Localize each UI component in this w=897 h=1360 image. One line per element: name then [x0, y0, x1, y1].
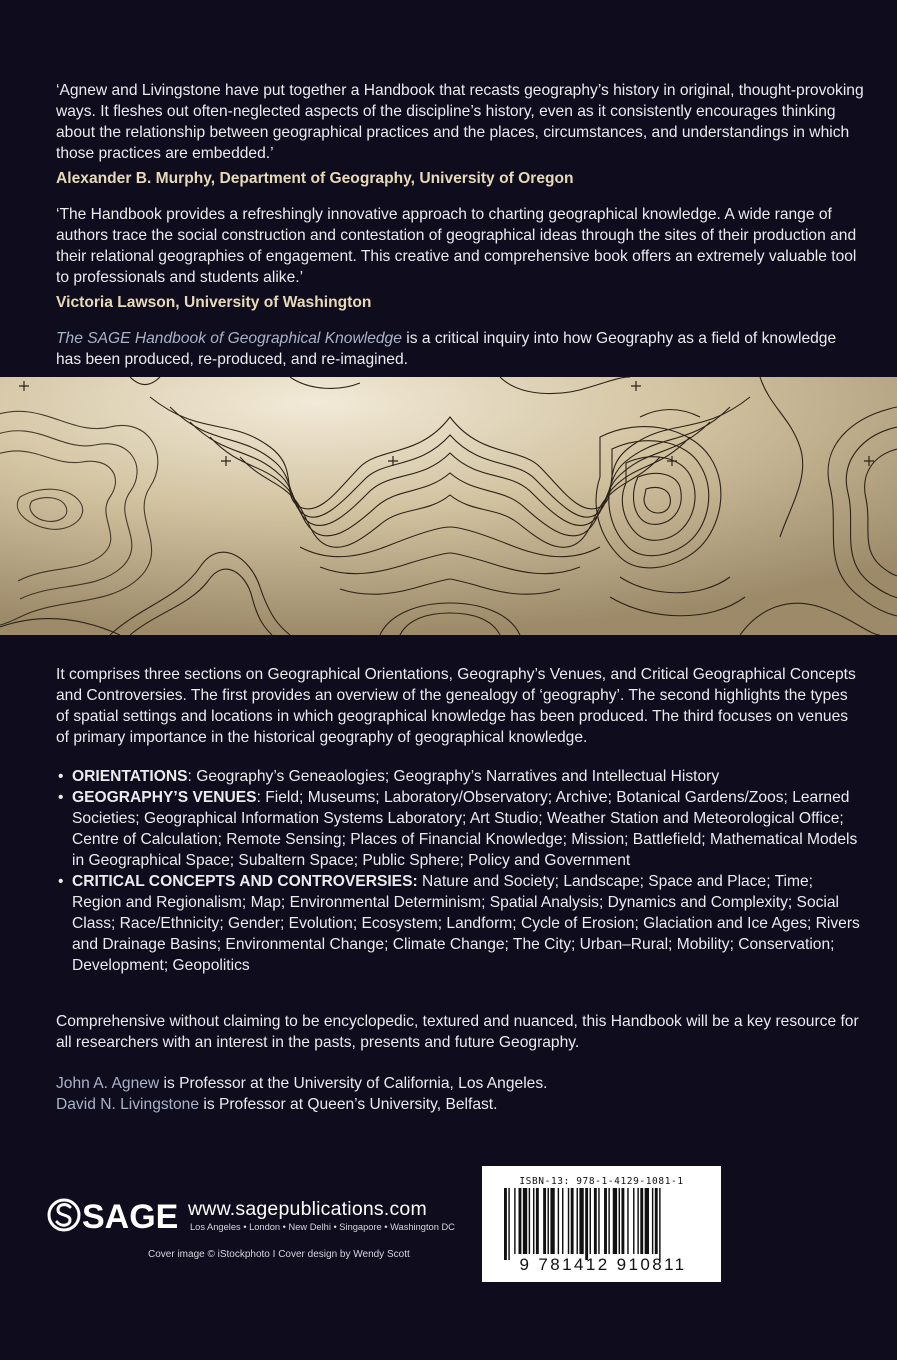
- author-bio: [56, 1094, 864, 1115]
- author-bio: [56, 1073, 864, 1094]
- barcode-bar: [627, 1188, 628, 1254]
- barcode-bar: [645, 1188, 649, 1254]
- barcode-bar: [577, 1188, 578, 1254]
- barcode-bar: [585, 1188, 588, 1260]
- barcode-bar: [652, 1188, 653, 1254]
- sections-overview: It comprises three sections on Geographical Orientations, Geography’s Venues, and Critical Geographical Concepts and Controversies. The first provides an overview of the genealogy of ‘geography’. The second highlights the types of spatial settings and locations in which geographical knowledge has been produced. The third focuses on venues of primary importance in the historical geography of geographical knowledge.: [56, 666, 856, 746]
- bullet-text: Nature and Society; Landscape; Space and Place; Time; Region and Regionalism; Map; Environmental Determinism; Spatial Analysis; Dynamics and Complexity; Social Class; Race/Ethnicity; Gender; Evolution; Ecosystem; Landform; Cycle of Erosion; Glaciation and Ice Ages; Rivers and Drainage Basins; Environmental Change; Climate Change; The City; Urban–Rural; Mobility; Conservation; Development; Geopolitics: [72, 873, 860, 974]
- barcode-bar: [619, 1188, 620, 1254]
- barcode-bar: [659, 1188, 660, 1260]
- barcode-bar: [543, 1188, 546, 1254]
- isbn-barcode: [482, 1166, 721, 1282]
- barcode-bar: [504, 1188, 507, 1260]
- barcode-bar: [548, 1188, 549, 1254]
- bullet-heading: GEOGRAPHY’S VENUES: [72, 789, 257, 806]
- barcode-bar: [594, 1188, 597, 1254]
- barcode-bar: [508, 1188, 509, 1260]
- bullet-heading: CRITICAL CONCEPTS AND CONTROVERSIES:: [72, 873, 418, 890]
- isbn-digits: 9 781412 910811: [519, 1255, 687, 1274]
- barcode-bar: [590, 1188, 591, 1254]
- barcode-bar: [608, 1188, 609, 1254]
- sage-logo-text: SAGE: [82, 1198, 179, 1236]
- bullet-text: Geography’s Geneaologies; Geography’s Narratives and Intellectual History: [196, 768, 720, 785]
- bullet-separator: :: [187, 768, 197, 785]
- contour-map-banner: [0, 377, 897, 635]
- barcode-bar: [637, 1188, 638, 1254]
- quote-attribution: Victoria Lawson, University of Washington: [56, 294, 372, 311]
- book-intro: [56, 328, 864, 370]
- author-text: is Professor at the University of California, Los Angeles.: [159, 1075, 548, 1092]
- barcode-bar: [533, 1188, 534, 1254]
- bullet-text: Field; Museums; Laboratory/Observatory; Archive; Botanical Gardens/Zoos; Learned Societies; Geographical Information Systems Laboratory; Art Studio; Weather Station and Meteorological Office; Centre of Calculation; Remote Sensing; Places of Financial Knowledge; Mission; Battlefield; Mathematical Models in Geographical Space; Subaltern Space; Public Sphere; Policy and Government: [72, 789, 858, 869]
- review-quote-2: [56, 204, 864, 313]
- author-bios: [56, 1073, 864, 1115]
- barcode-bar: [633, 1188, 634, 1254]
- quote-text: ‘Agnew and Livingstone have put together a Handbook that recasts geography’s history in original, thought-provoking ways. It fleshes out often-neglected aspects of the discipline’s history, even as it consistently encourages thinking about the relationship between geographical practices and the places, circumstances, and understandings in which those practices are embedded.’: [56, 82, 864, 162]
- barcode-bar: [523, 1188, 527, 1254]
- barcode-bar: [604, 1188, 607, 1254]
- intro-text: is a critical inquiry into how Geography as a field of knowledge has been produced, re-produced, and re-imagined.: [56, 330, 837, 368]
- barcode-bar: [536, 1188, 539, 1254]
- barcode-bar: [514, 1188, 515, 1254]
- bullet-heading: ORIENTATIONS: [72, 768, 188, 785]
- barcode-bar: [519, 1188, 522, 1254]
- sections-list: [56, 766, 864, 976]
- barcode-bar: [579, 1188, 583, 1254]
- barcode-bar: [562, 1188, 563, 1254]
- sage-logo: [46, 1192, 186, 1238]
- barcode-bar: [621, 1188, 624, 1254]
- isbn-label: ISBN-13: 978-1-4129-1081-1: [519, 1176, 684, 1187]
- publisher-url: www.sagepublications.com: [188, 1198, 427, 1220]
- bullet-orientations: [56, 766, 864, 787]
- publisher-cities: Los Angeles • London • New Delhi • Singapore • Washington DC: [190, 1222, 455, 1232]
- barcode-bar: [558, 1188, 559, 1254]
- barcode-bar: [613, 1188, 617, 1254]
- author-text: is Professor at Queen’s University, Belfast.: [199, 1096, 498, 1113]
- quote-attribution: Alexander B. Murphy, Department of Geography, University of Oregon: [56, 170, 574, 187]
- barcode-bar: [568, 1188, 569, 1254]
- cover-credit: Cover image © iStockphoto I Cover design by Wendy Scott: [148, 1249, 410, 1260]
- barcode-bars: [500, 1188, 706, 1260]
- bullet-concepts: [56, 871, 864, 976]
- review-quote-1: [56, 80, 864, 189]
- bullet-separator: :: [256, 789, 266, 806]
- barcode-bar: [640, 1188, 643, 1254]
- bullet-venues: [56, 787, 864, 871]
- barcode-bar: [571, 1188, 574, 1254]
- author-name: David N. Livingstone: [56, 1096, 200, 1113]
- barcode-bar: [655, 1188, 658, 1254]
- barcode-bar: [529, 1188, 530, 1254]
- author-name: John A. Agnew: [56, 1075, 160, 1092]
- quote-text: ‘The Handbook provides a refreshingly innovative approach to charting geographical knowledge. A wide range of authors trace the social construction and contestation of geographical ideas through the sites of their production and their relational geographies of engagement. This creative and comprehensive book offers an extremely valuable tool to professionals and students alike.’: [56, 206, 857, 286]
- closing-statement: Comprehensive without claiming to be encyclopedic, textured and nuanced, this Handbook will be a key resource for all researchers with an interest in the pasts, presents and future Geography.: [56, 1013, 859, 1051]
- barcode-bar: [550, 1188, 554, 1254]
- barcode-bar: [598, 1188, 599, 1254]
- book-title: The SAGE Handbook of Geographical Knowledge: [56, 330, 402, 347]
- contour-map-image: [0, 377, 897, 635]
